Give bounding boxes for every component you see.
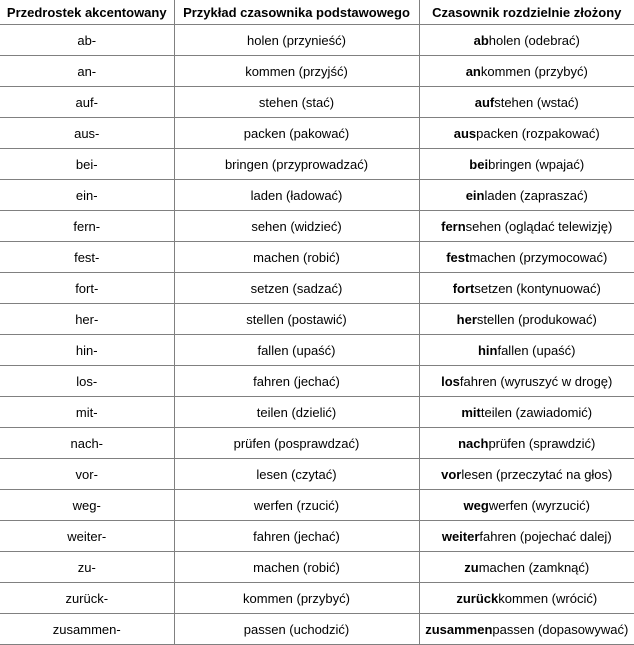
base-verb-cell: machen (robić)	[174, 242, 419, 273]
prefix-cell: zu-	[0, 552, 174, 583]
compound-rest: lesen (przeczytać na głos)	[461, 466, 613, 482]
table-row	[0, 397, 634, 428]
header-prefix: Przedrostek akcentowany	[0, 0, 174, 25]
compound-prefix-bold: weiter	[441, 528, 480, 544]
compound-prefix-bold: auf	[474, 94, 495, 110]
compound-prefix-bold: zu	[464, 559, 479, 575]
prefix-cell: zusammen-	[0, 614, 174, 645]
compound-prefix-bold: fest	[446, 249, 470, 265]
table-row	[0, 56, 634, 87]
compound-rest: teilen (zawiadomić)	[480, 404, 593, 420]
base-verb-cell: kommen (przyjść)	[174, 56, 419, 87]
compound-prefix-bold: zusammen	[425, 621, 493, 637]
compound-verb-cell	[419, 87, 634, 118]
base-verb-cell: werfen (rzucić)	[174, 490, 419, 521]
compound-rest: fallen (upaść)	[497, 342, 576, 358]
compound-rest: sehen (oglądać telewizję)	[465, 218, 613, 234]
compound-verb-cell	[419, 56, 634, 87]
compound-verb-cell	[419, 459, 634, 490]
base-verb-cell: fallen (upaść)	[174, 335, 419, 366]
compound-prefix-bold: weg	[463, 497, 489, 513]
compound-verb-cell	[419, 273, 634, 304]
table-row	[0, 335, 634, 366]
prefix-cell: vor-	[0, 459, 174, 490]
compound-rest: bringen (wpajać)	[488, 156, 585, 172]
prefix-cell: ein-	[0, 180, 174, 211]
table-row	[0, 118, 634, 149]
compound-verb-cell	[419, 490, 634, 521]
compound-rest: packen (rozpakować)	[476, 125, 600, 141]
table-row	[0, 459, 634, 490]
table-row	[0, 273, 634, 304]
compound-rest: stellen (produkować)	[476, 311, 597, 327]
compound-verb-cell	[419, 149, 634, 180]
prefix-cell: an-	[0, 56, 174, 87]
table-row	[0, 428, 634, 459]
compound-verb-cell	[419, 614, 634, 645]
table-row	[0, 366, 634, 397]
compound-verb-cell	[419, 583, 634, 614]
prefix-cell: mit-	[0, 397, 174, 428]
compound-prefix-bold: nach	[458, 435, 489, 451]
compound-prefix-bold: ein	[465, 187, 485, 203]
compound-rest: setzen (kontynuować)	[474, 280, 601, 296]
compound-verb-cell	[419, 118, 634, 149]
compound-prefix-bold: fort	[452, 280, 475, 296]
compound-rest: passen (dopasowywać)	[492, 621, 629, 637]
base-verb-cell: fahren (jechać)	[174, 366, 419, 397]
prefix-cell: fest-	[0, 242, 174, 273]
prefix-cell: nach-	[0, 428, 174, 459]
base-verb-cell: holen (przynieść)	[174, 25, 419, 56]
table-row	[0, 87, 634, 118]
table-row	[0, 521, 634, 552]
prefix-cell: her-	[0, 304, 174, 335]
table-row	[0, 304, 634, 335]
compound-rest: machen (przymocować)	[469, 249, 608, 265]
header-base-verb: Przykład czasownika podstawowego	[174, 0, 419, 25]
compound-rest: laden (zapraszać)	[484, 187, 588, 203]
compound-prefix-bold: ab	[473, 32, 489, 48]
prefix-cell: los-	[0, 366, 174, 397]
prefix-cell: fort-	[0, 273, 174, 304]
compound-verb-cell	[419, 211, 634, 242]
base-verb-cell: stehen (stać)	[174, 87, 419, 118]
compound-prefix-bold: bei	[469, 156, 489, 172]
table-row	[0, 180, 634, 211]
compound-verb-cell	[419, 335, 634, 366]
compound-rest: kommen (wrócić)	[498, 590, 598, 606]
compound-rest: stehen (wstać)	[494, 94, 579, 110]
table-row	[0, 149, 634, 180]
compound-rest: prüfen (sprawdzić)	[488, 435, 596, 451]
prefix-cell: aus-	[0, 118, 174, 149]
base-verb-cell: sehen (widzieć)	[174, 211, 419, 242]
base-verb-cell: lesen (czytać)	[174, 459, 419, 490]
compound-rest: machen (zamknąć)	[478, 559, 590, 575]
base-verb-cell: bringen (przyprowadzać)	[174, 149, 419, 180]
compound-rest: fahren (pojechać dalej)	[479, 528, 612, 544]
compound-verb-cell	[419, 180, 634, 211]
compound-rest: werfen (wyrzucić)	[488, 497, 590, 513]
table-row	[0, 490, 634, 521]
prefix-cell: zurück-	[0, 583, 174, 614]
compound-rest: fahren (wyruszyć w drogę)	[459, 373, 613, 389]
table-row	[0, 583, 634, 614]
compound-verb-cell	[419, 366, 634, 397]
base-verb-cell: teilen (dzielić)	[174, 397, 419, 428]
prefix-cell: weiter-	[0, 521, 174, 552]
base-verb-cell: kommen (przybyć)	[174, 583, 419, 614]
table-header-row	[0, 0, 634, 25]
prefix-cell: hin-	[0, 335, 174, 366]
compound-verb-cell	[419, 552, 634, 583]
compound-verb-cell	[419, 397, 634, 428]
base-verb-cell: fahren (jechać)	[174, 521, 419, 552]
compound-prefix-bold: los	[441, 373, 460, 389]
prefix-cell: auf-	[0, 87, 174, 118]
prefix-cell: fern-	[0, 211, 174, 242]
table-row	[0, 25, 634, 56]
base-verb-cell: passen (uchodzić)	[174, 614, 419, 645]
table-row	[0, 614, 634, 645]
table-body	[0, 25, 634, 645]
compound-prefix-bold: mit	[461, 404, 481, 420]
compound-verb-cell	[419, 242, 634, 273]
compound-verb-cell	[419, 25, 634, 56]
compound-prefix-bold: fern	[441, 218, 466, 234]
base-verb-cell: laden (ładować)	[174, 180, 419, 211]
table-row	[0, 242, 634, 273]
compound-verb-cell	[419, 428, 634, 459]
compound-prefix-bold: aus	[453, 125, 477, 141]
compound-verb-cell	[419, 304, 634, 335]
compound-prefix-bold: hin	[477, 342, 498, 358]
header-compound-verb: Czasownik rozdzielnie złożony	[419, 0, 634, 25]
table-row	[0, 211, 634, 242]
base-verb-cell: machen (robić)	[174, 552, 419, 583]
base-verb-cell: prüfen (posprawdzać)	[174, 428, 419, 459]
table-row	[0, 552, 634, 583]
compound-verb-cell	[419, 521, 634, 552]
prefix-cell: bei-	[0, 149, 174, 180]
prefix-cell: ab-	[0, 25, 174, 56]
compound-rest: kommen (przybyć)	[480, 63, 588, 79]
compound-prefix-bold: an	[465, 63, 481, 79]
base-verb-cell: stellen (postawić)	[174, 304, 419, 335]
prefix-cell: weg-	[0, 490, 174, 521]
compound-rest: holen (odebrać)	[488, 32, 580, 48]
compound-prefix-bold: her	[456, 311, 477, 327]
base-verb-cell: packen (pakować)	[174, 118, 419, 149]
compound-prefix-bold: vor	[441, 466, 462, 482]
compound-prefix-bold: zurück	[456, 590, 499, 606]
base-verb-cell: setzen (sadzać)	[174, 273, 419, 304]
